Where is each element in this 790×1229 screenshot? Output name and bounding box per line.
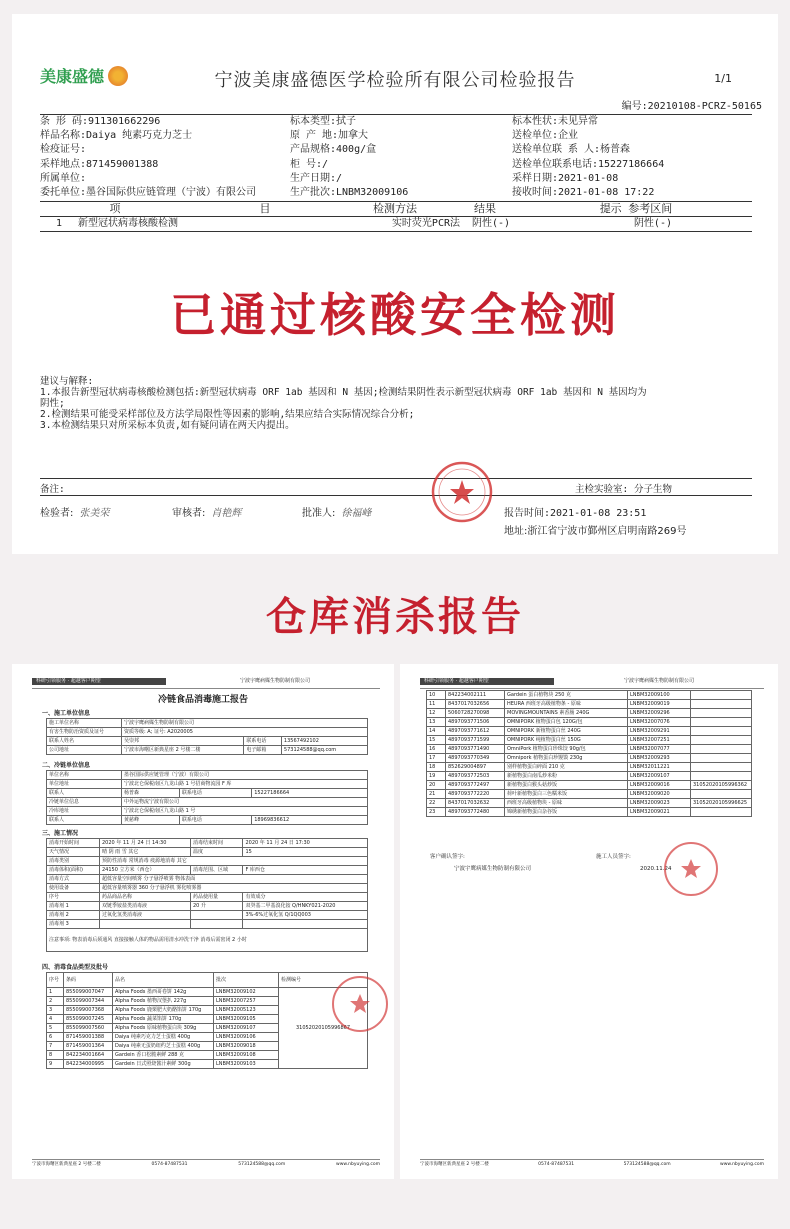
row-reference: 阴性(-) (633, 218, 672, 230)
table-row (427, 754, 752, 763)
table-cell: 18 (427, 763, 446, 772)
table-row: 2 855099007344 Alpha Foods 植物汉堡扒 227g LNBM32007257 (47, 997, 368, 1006)
table-cell: LNBM32009296 (628, 709, 691, 718)
table-row: 公司地址 宁波市海曙区新典星座 2 号楼二楼 电子邮箱 573124588@qq.com (47, 746, 368, 755)
info-cell: 样品名称:Daiya 纯素巧克力芝士 (40, 130, 193, 142)
table-cell: 842234002111 (446, 691, 505, 700)
info-cell: 标本类型:拭子 (290, 116, 357, 127)
table-cell: OmniPork 植物蛋白珍珠饺 90g/包 (505, 745, 628, 754)
table-row: 消毒开始时间 2020 年 11 月 24 日 14:30 消毒结束时间 2020 年 11 月 24 日 17:30 (47, 839, 368, 848)
table-cell: 16 (427, 745, 446, 754)
info-cell: 标本性状:未见异常 (512, 116, 599, 127)
doc-header-company: 宁波宇鹰病媒生物防制有限公司 (239, 678, 310, 684)
pass-banner: 已通过核酸安全检测 (170, 288, 620, 342)
table-row (427, 745, 752, 754)
result-table-header (40, 201, 752, 217)
info-cell: 生产批次:LNBM32009106 (290, 186, 409, 198)
doc-header-company: 宁波宇鹰病媒生物防制有限公司 (623, 678, 694, 684)
table-cell: LNBM32009291 (628, 727, 691, 736)
table-cell: 10 (427, 691, 446, 700)
table-cell: LNBM32007077 (628, 745, 691, 754)
row-result: 阴性(-) (472, 218, 511, 230)
section-4-title: 四、消毒食品类型及批号 (42, 964, 109, 971)
report-title: 宁波美康盛德医学检验所有限公司检验报告 (214, 70, 576, 91)
section-1-table (46, 718, 368, 755)
section-3-title: 三、施工情况 (42, 830, 79, 837)
logo-text: 美康盛德 (40, 67, 105, 86)
row-item: 新型冠状病毒核酸检测 (78, 218, 178, 230)
table-cell: 22 (427, 799, 446, 808)
inspector-label: 检验者: (40, 508, 74, 519)
table-row: 序号 条码 品名 批次 检测编号 (47, 973, 368, 988)
table-row (427, 700, 752, 709)
approver-signature: 徐福峰 (341, 508, 372, 519)
table-row: 联系人 杨普森 联系电话 15227186664 (47, 789, 368, 798)
row-number: 1 (55, 218, 63, 230)
table-row: 施工单位名称 宁波宇鹰病媒生物防制有限公司 (47, 719, 368, 728)
table-cell: LNBM32011221 (628, 763, 691, 772)
result-row (40, 217, 752, 232)
worker-sign-label: 施工人员签字: (596, 854, 631, 860)
info-cell: 检疫证号: (40, 144, 87, 156)
table-row (427, 790, 752, 799)
table-row: 消毒剂 3 (47, 920, 368, 929)
table-cell: 4897093772497 (446, 781, 505, 790)
table-cell: 别样植物蛋白碎面 210 克 (505, 763, 628, 772)
info-row (40, 143, 752, 157)
table-cell: LNBM32009023 (628, 799, 691, 808)
table-cell: 4897093771599 (446, 736, 505, 745)
table-row (427, 763, 752, 772)
table-row: 1 855099007047 Alpha Foods 墨西哥卷饼 142g LNBM32009102 31052020105996867 (47, 988, 368, 997)
table-cell: 荷叶新植物蛋白三色糯米饭 (505, 790, 628, 799)
table-cell (691, 763, 752, 772)
table-cell (691, 790, 752, 799)
doc-header-bar: 科研引领服务 · 超越客户期望 (32, 678, 166, 685)
table-cell: 新植物蛋白南瓜炒米粉 (505, 772, 628, 781)
info-cell: 原 产 地:加拿大 (290, 130, 369, 142)
table-row (427, 718, 752, 727)
table-cell: LNBM32009016 (628, 781, 691, 790)
footer-phone: 0574-87487531 (151, 1161, 188, 1167)
doc-footer (420, 1159, 764, 1167)
table-cell: OMNIPORK 纯植物蛋白丝 150G (505, 736, 628, 745)
table-cell (691, 772, 752, 781)
table-cell: 西班牙高级植物块 - 原味 (505, 799, 628, 808)
info-cell: 送检单位:企业 (512, 130, 579, 142)
section-1-title: 一、施工单位信息 (42, 710, 91, 717)
info-cell: 送检单位联系电话:15227186664 (512, 158, 665, 170)
table-cell (691, 727, 752, 736)
table-cell: 4897093771612 (446, 727, 505, 736)
table-cell: 13 (427, 718, 446, 727)
product-continuation-table (426, 690, 752, 817)
reviewer (172, 504, 241, 519)
info-cell: 采样地点:871459001388 (40, 158, 159, 170)
table-cell: 11 (427, 700, 446, 709)
remark-row (40, 478, 752, 495)
table-row: 消毒剂 1 双链季铵盐类消毒液 20 升 双癸基二甲基溴化铵 Q/HNKY021-2020 (47, 902, 368, 911)
footer-address: 宁波市海曙区新典星座 2 号楼二楼 (32, 1161, 101, 1167)
page-number: 1/1 (714, 72, 732, 85)
table-cell: 15 (427, 736, 446, 745)
table-cell: 5060728270098 (446, 709, 505, 718)
section-4-table (46, 972, 368, 1069)
table-cell: 8437017032656 (446, 700, 505, 709)
footer-email: 573124588@qq.com (238, 1161, 286, 1167)
report-info-grid (40, 114, 752, 232)
header-method: 检测方法 (373, 202, 417, 216)
info-cell: 接收时间:2021-01-08 17:22 (512, 186, 655, 198)
table-row: 消毒方式 超低容量空间喷雾 分子悬浮喷雾 物体表面 (47, 875, 368, 884)
footer-website: www.nbyuying.com (720, 1161, 764, 1167)
disinfection-report-page-2 (400, 664, 778, 1179)
info-row (40, 186, 752, 200)
info-cell: 生产日期:/ (290, 172, 343, 184)
table-row (427, 691, 752, 700)
header-item-a: 项 (109, 202, 121, 216)
note-line: 1.本报告新型冠状病毒核酸检测包括:新型冠状病毒 ORF 1ab 基因和 N 基因;检测结果阴性表示新型冠状病毒 ORF 1ab 基因和 N 基因均为 (40, 387, 647, 398)
table-cell: OMNIPORK 植物蛋白包 120G/包 (505, 718, 628, 727)
table-row (427, 727, 752, 736)
table-cell (691, 691, 752, 700)
info-row (40, 158, 752, 172)
info-row (40, 115, 752, 129)
note-line: 3.本检测结果只对所采标本负责,如有疑问请在两天内提出。 (40, 420, 295, 431)
table-row: 4 855099007245 Alpha Foods 蔬菜馅饼 170g LNBM32009105 (47, 1015, 368, 1024)
table-cell: OMNIPORK 新植物蛋白丝 240G (505, 727, 628, 736)
table-row (427, 772, 752, 781)
table-row: 天气情况 晴 阴 雨 雪 其它 温度 15 (47, 848, 368, 857)
table-cell (691, 808, 752, 817)
table-cell: 17 (427, 754, 446, 763)
header-item-b: 目 (259, 202, 271, 216)
table-cell: 31052020105996362 (691, 781, 752, 790)
table-cell: 21 (427, 790, 446, 799)
info-row (40, 172, 752, 186)
table-cell: LNBM32009107 (628, 772, 691, 781)
table-row: 3 855099007368 Alpha Foods 鹿栗肥大奶酪馅饼 170g LNBM32005123 (47, 1006, 368, 1015)
table-row: 使用设备 超低容量喷雾器 360 分子悬浮机 雾化喷雾器 (47, 884, 368, 893)
table-cell: 锦绣新植物蛋白杂谷饭 (505, 808, 628, 817)
info-row (40, 129, 752, 143)
info-cell: 采样日期:2021-01-08 (512, 172, 619, 184)
table-cell: 新植物蛋白猴头菇炒饭 (505, 781, 628, 790)
table-cell: 4897093770349 (446, 754, 505, 763)
info-cell: 条 形 码:911301662296 (40, 116, 161, 127)
table-row: 序号 药品商品名称 药品使用量 有效成分 (47, 893, 368, 902)
note-line: 阴性; (40, 398, 65, 409)
table-row: 6 871459001388 Daiya 纯素巧克力芝士蛋糕 400g LNBM32009106 (47, 1033, 368, 1042)
disinfection-report-page-1 (12, 664, 394, 1179)
table-cell: LNBM32009020 (628, 790, 691, 799)
table-cell (691, 745, 752, 754)
info-cell: 送检单位联 系 人:杨普森 (512, 144, 631, 156)
doc-header (420, 676, 764, 689)
table-row: 消毒类别 预防性消毒 常规消毒 疫源地消毒 其它 (47, 857, 368, 866)
table-cell: 4897093771490 (446, 745, 505, 754)
table-cell: 19 (427, 772, 446, 781)
lab-label: 主检实验室: 分子生物 (575, 484, 672, 495)
report-number: 编号:20210108-PCRZ-50165 (621, 101, 762, 112)
header-result: 结果 (474, 202, 496, 216)
doc-title: 冷链食品消毒施工报告 (157, 695, 248, 705)
footer-email: 573124588@qq.com (623, 1161, 671, 1167)
lab-address: 地址:浙江省宁波市鄞州区启明南路269号 (504, 526, 687, 537)
table-row: 冷库地址 宁波北仑保税南区九龙山路 1 号 (47, 807, 368, 816)
table-cell: 4897093771506 (446, 718, 505, 727)
company-stamp-icon (662, 840, 720, 898)
footer-website: www.nbyuying.com (336, 1161, 380, 1167)
table-cell: LNBM32009100 (628, 691, 691, 700)
table-cell (691, 718, 752, 727)
info-cell: 委托单位:墨谷国际供应链管理（宁波）有限公司 (40, 186, 257, 198)
table-row: 消毒剂 2 过氧化氢类消毒液 3%-6%过氧化氢 Q/1QQ003 (47, 911, 368, 920)
table-cell: 12 (427, 709, 446, 718)
table-cell: LNBM32009019 (628, 700, 691, 709)
table-cell: 852629004897 (446, 763, 505, 772)
sign-date: 2020.11.24 (640, 866, 672, 872)
info-cell: 所属单位: (40, 172, 87, 184)
inspector-signature: 张美荣 (79, 508, 110, 519)
report-notes (40, 376, 740, 431)
reviewer-label: 审核者: (172, 508, 206, 519)
table-row: 9 842234000995 Gardein 日式照烧酱汁素鲜 300g LNBM32009103 (47, 1060, 368, 1069)
table-cell (691, 736, 752, 745)
section-2-title: 二、冷链单位信息 (42, 762, 91, 769)
table-cell: 4897093772480 (446, 808, 505, 817)
header-hint: 提示 参考区间 (599, 202, 673, 216)
table-row (427, 799, 752, 808)
section-2-table (46, 770, 368, 825)
table-row: 联系人姓名 吴崇邦 联系电话 13567492102 (47, 737, 368, 746)
table-cell: LNBM32007076 (628, 718, 691, 727)
table-row (427, 808, 752, 817)
section-title: 仓库消杀报告 (266, 594, 524, 640)
table-row: 冷链单位信息 中外运物流宁波有限公司 (47, 798, 368, 807)
table-cell: HEURA 西班牙高级植物条 - 原味 (505, 700, 628, 709)
table-row (427, 736, 752, 745)
signature-row (40, 495, 752, 537)
approver-label: 批准人: (302, 508, 336, 519)
remark-label: 备注: (40, 484, 65, 495)
table-row: 联系人 黄慈峰 联系电话 18969836612 (47, 816, 368, 825)
table-cell: Gardein 蛋白植物块 250 克 (505, 691, 628, 700)
table-cell: 8437017032632 (446, 799, 505, 808)
table-cell: 23 (427, 808, 446, 817)
table-cell: MOVINGMOUNTAINS 素香肠 240G (505, 709, 628, 718)
doc-footer (32, 1159, 380, 1167)
table-row: 消毒体积(面积) 24150 立方米（西仓） 消毒范围、区域 F 库西仓 (47, 866, 368, 875)
section-3-table (46, 838, 368, 952)
table-cell: LNBM32009021 (628, 808, 691, 817)
table-row: 7 871459001364 Daiya 纯素无蛋奶纽约芝士蛋糕 400g LNBM32009018 (47, 1042, 368, 1051)
doc-header-bar: 科研引领服务 · 超越客户期望 (420, 678, 554, 685)
reviewer-signature: 肖艳辉 (211, 508, 242, 519)
table-cell (691, 754, 752, 763)
table-row: 单位地址 宁波北仑保税南区九龙山路 1 号招商物流园 F 库 (47, 780, 368, 789)
table-row: 8 842234001664 Gardein 香口松脆素鲜 288 克 LNBM32009108 (47, 1051, 368, 1060)
approver (302, 504, 371, 519)
table-row: 单位名称 墨谷国际供应链管理（宁波）有限公司 (47, 771, 368, 780)
client-sign-label: 客户确认签字: (430, 854, 465, 860)
table-row (427, 709, 752, 718)
table-cell (691, 700, 752, 709)
report-time: 报告时间:2021-01-08 23:51 (504, 508, 647, 519)
note-line: 2.检测结果可能受采样部位及方法学局限性等因素的影响,结果应结合实际情况综合分析; (40, 409, 415, 420)
table-row: 有害生物防治资质及证号 资质等级: A; 证号: A2020005 (47, 728, 368, 737)
official-seal-icon (430, 460, 494, 524)
table-cell: LNBM32007251 (628, 736, 691, 745)
table-row: 5 855099007560 Alpha Foods 原味植物蛋白块 309g LNBM32009107 (47, 1024, 368, 1033)
table-row (427, 781, 752, 790)
table-cell: 4897093772220 (446, 790, 505, 799)
table-cell: 20 (427, 781, 446, 790)
doc-header (32, 676, 380, 689)
table-cell: Omnipork 植物蛋白珍馒馍 230g (505, 754, 628, 763)
table-cell: 4897093772503 (446, 772, 505, 781)
table-cell: LNBM32009293 (628, 754, 691, 763)
table-cell: 14 (427, 727, 446, 736)
table-cell: 31052020105996625 (691, 799, 752, 808)
note-line: 建议与解释: (40, 376, 94, 387)
footer-phone: 0574-87487531 (538, 1161, 575, 1167)
info-cell: 产品规格:400g/盒 (290, 144, 377, 156)
table-cell (691, 709, 752, 718)
company-stamp-icon (330, 974, 390, 1034)
row-method: 实时荧光PCR法 (391, 218, 460, 230)
info-cell: 柜 号:/ (290, 158, 329, 170)
inspector (40, 504, 109, 519)
footer-address: 宁波市海曙区新典星座 2 号楼二楼 (420, 1161, 489, 1167)
table-row: 注意事项: 物表消毒后须通风 直接接触人体的物品需用清水冲洗干净 消毒后需密闭 2 小时 (47, 929, 368, 952)
company-line: 宁波宇鹰病媒生物防制有限公司 (454, 866, 532, 872)
